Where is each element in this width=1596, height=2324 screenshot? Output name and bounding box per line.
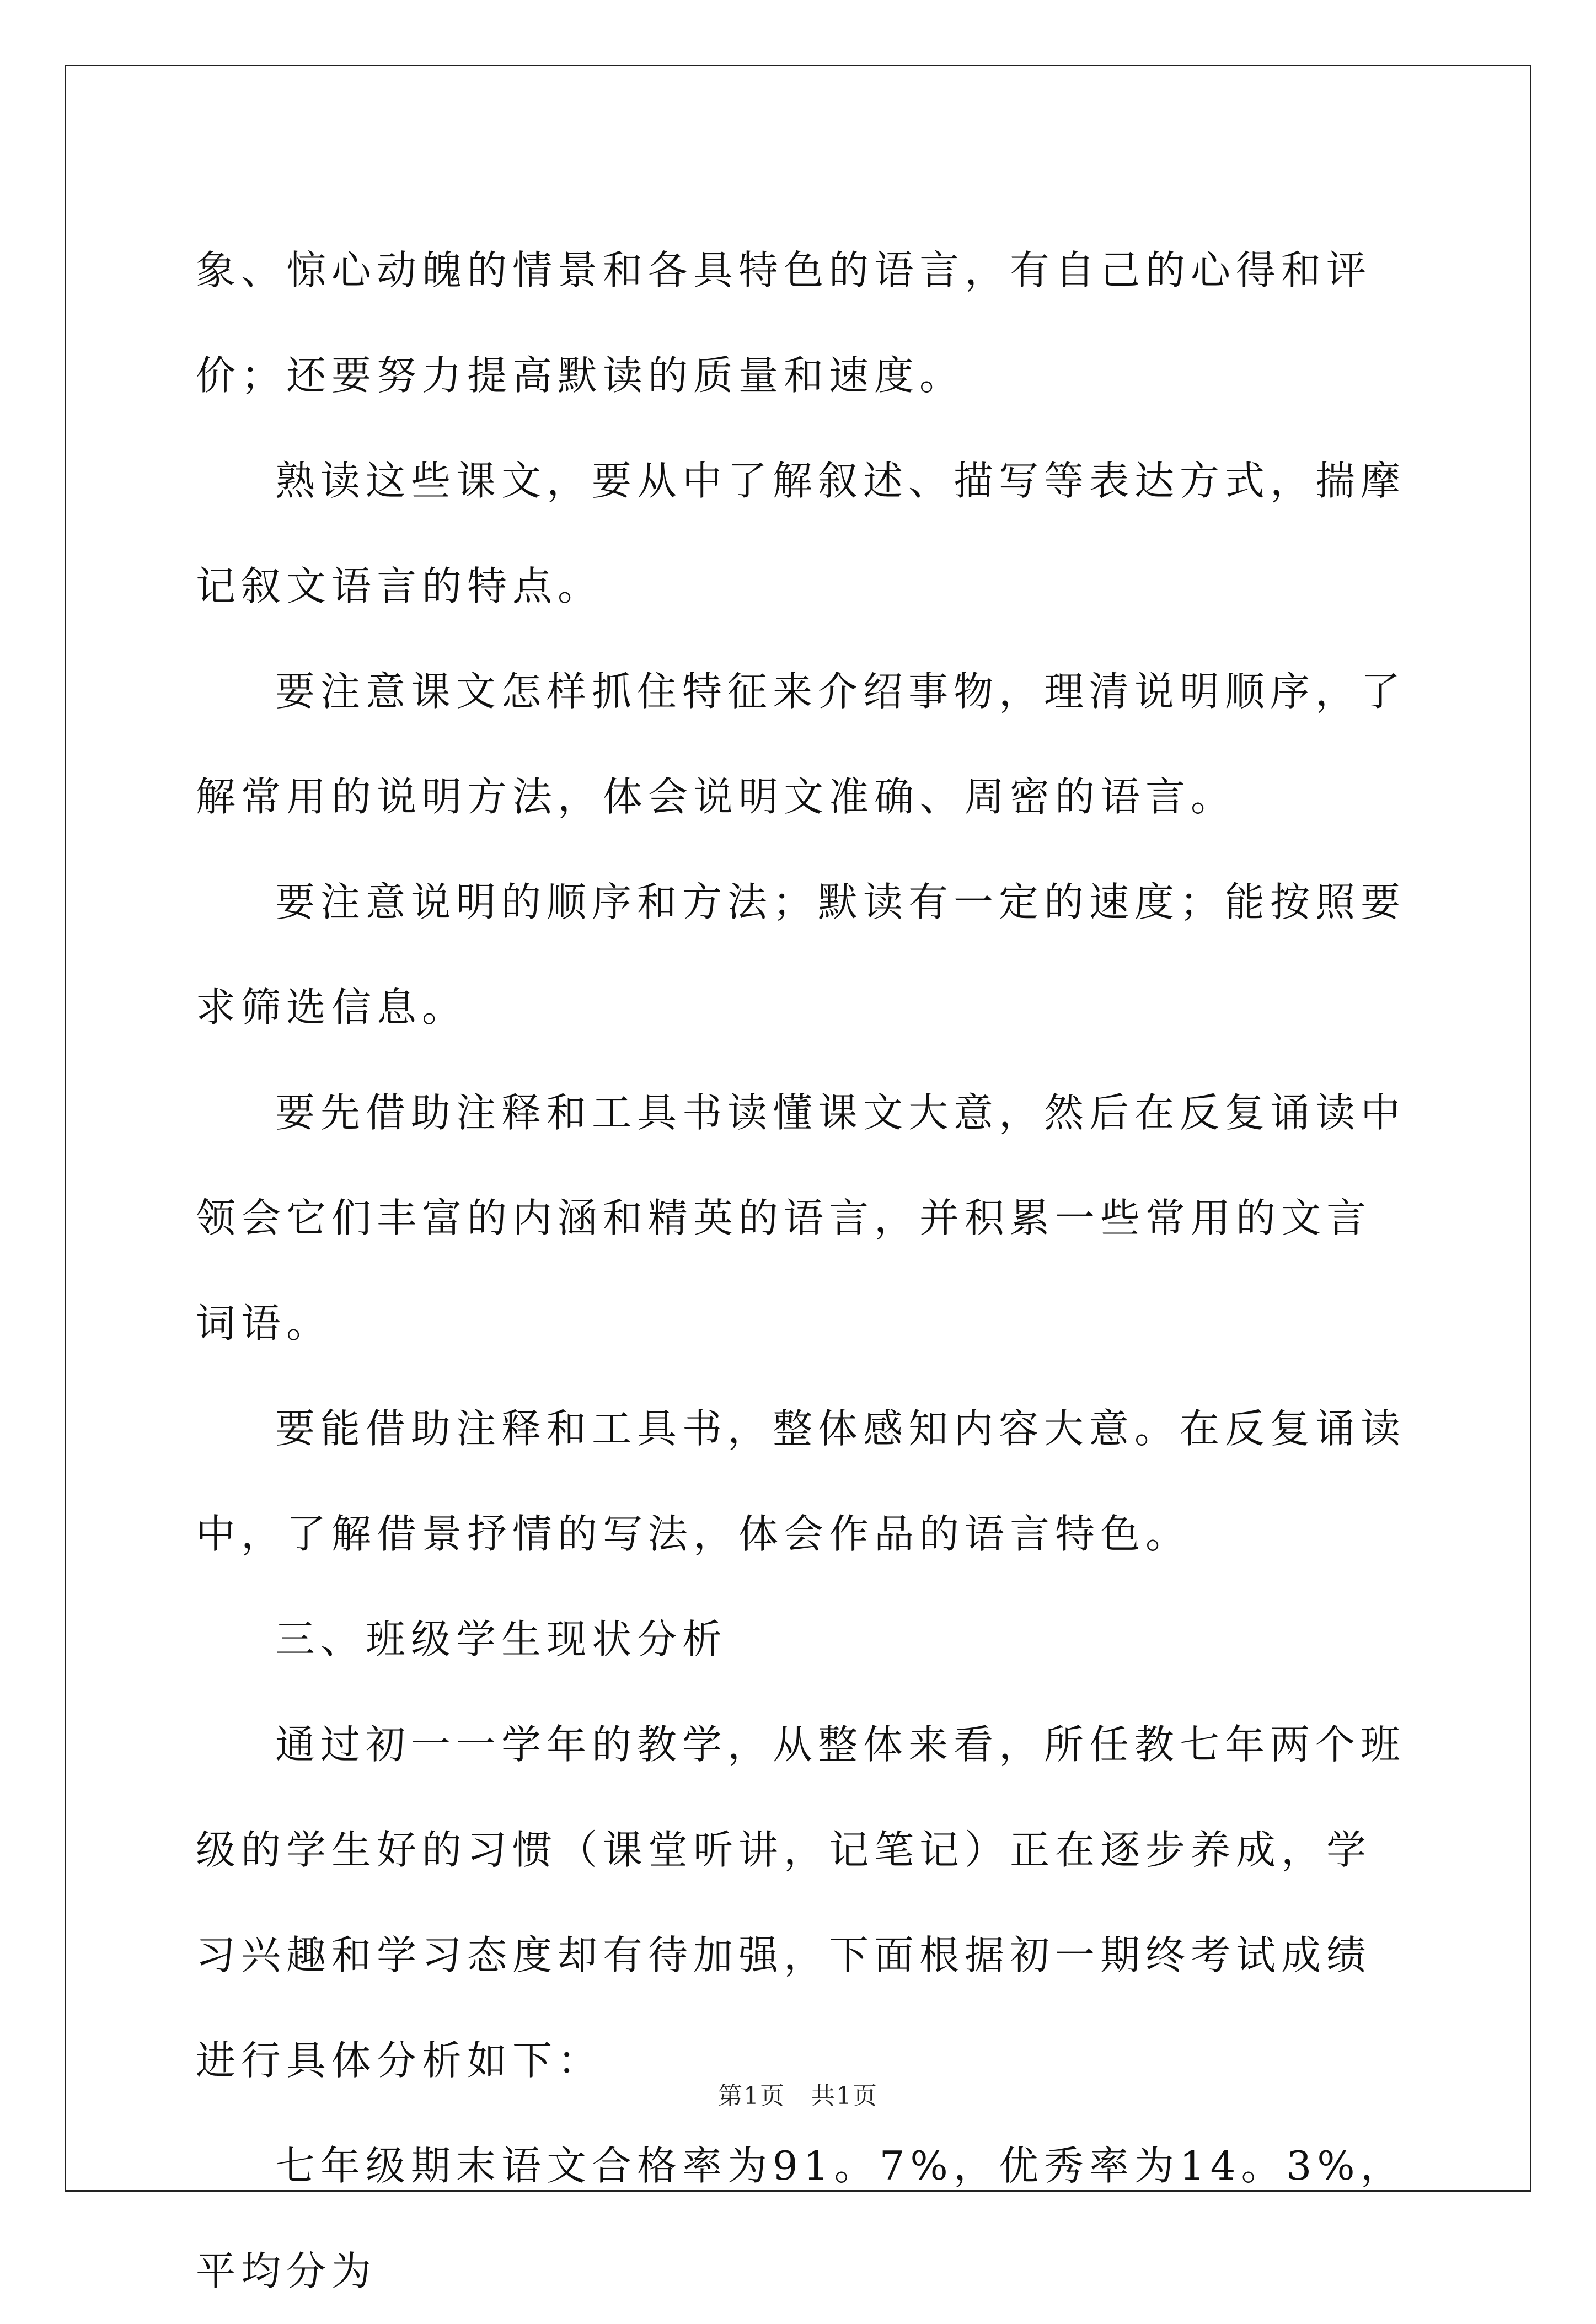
- paragraph: 要注意说明的顺序和方法；默读有一定的速度；能按照要求筛选信息。: [196, 879, 1406, 1030]
- paragraph: 要注意课文怎样抓住特征来介绍事物，理清说明顺序，了解常用的说明方法，体会说明文准确、周密的语言。: [196, 668, 1406, 820]
- paragraph: 要能借助注释和工具书，整体感知内容大意。在反复诵读中，了解借景抒情的写法，体会作品的语言特色。: [196, 1405, 1406, 1557]
- paragraph: 要先借助注释和工具书读懂课文大意，然后在反复诵读中领会它们丰富的内涵和精英的语言，并积累一些常用的文言词语。: [196, 1089, 1406, 1346]
- paragraph: 通过初一一学年的教学，从整体来看，所任教七年两个班级的学生好的习惯（课堂听讲，记笔记）正在逐步养成，学习兴趣和学习态度却有待加强，下面根据初一期终考试成绩进行具体分析如下：: [196, 1721, 1406, 2084]
- paragraph-continuation: 象、惊心动魄的情景和各具特色的语言，有自己的心得和评价；还要努力提高默读的质量和速度。: [196, 247, 1372, 399]
- paragraph: 熟读这些课文，要从中了解叙述、描写等表达方式，揣摩记叙文语言的特点。: [196, 458, 1406, 609]
- document-body: [196, 218, 1406, 2324]
- page-number-footer: 第1页 共1页: [718, 2082, 878, 2110]
- paragraph: 七年级期末语文合格率为91。7%，优秀率为14。3%，平均分为: [196, 2143, 1406, 2294]
- section-heading: 三、班级学生现状分析: [275, 1616, 728, 1662]
